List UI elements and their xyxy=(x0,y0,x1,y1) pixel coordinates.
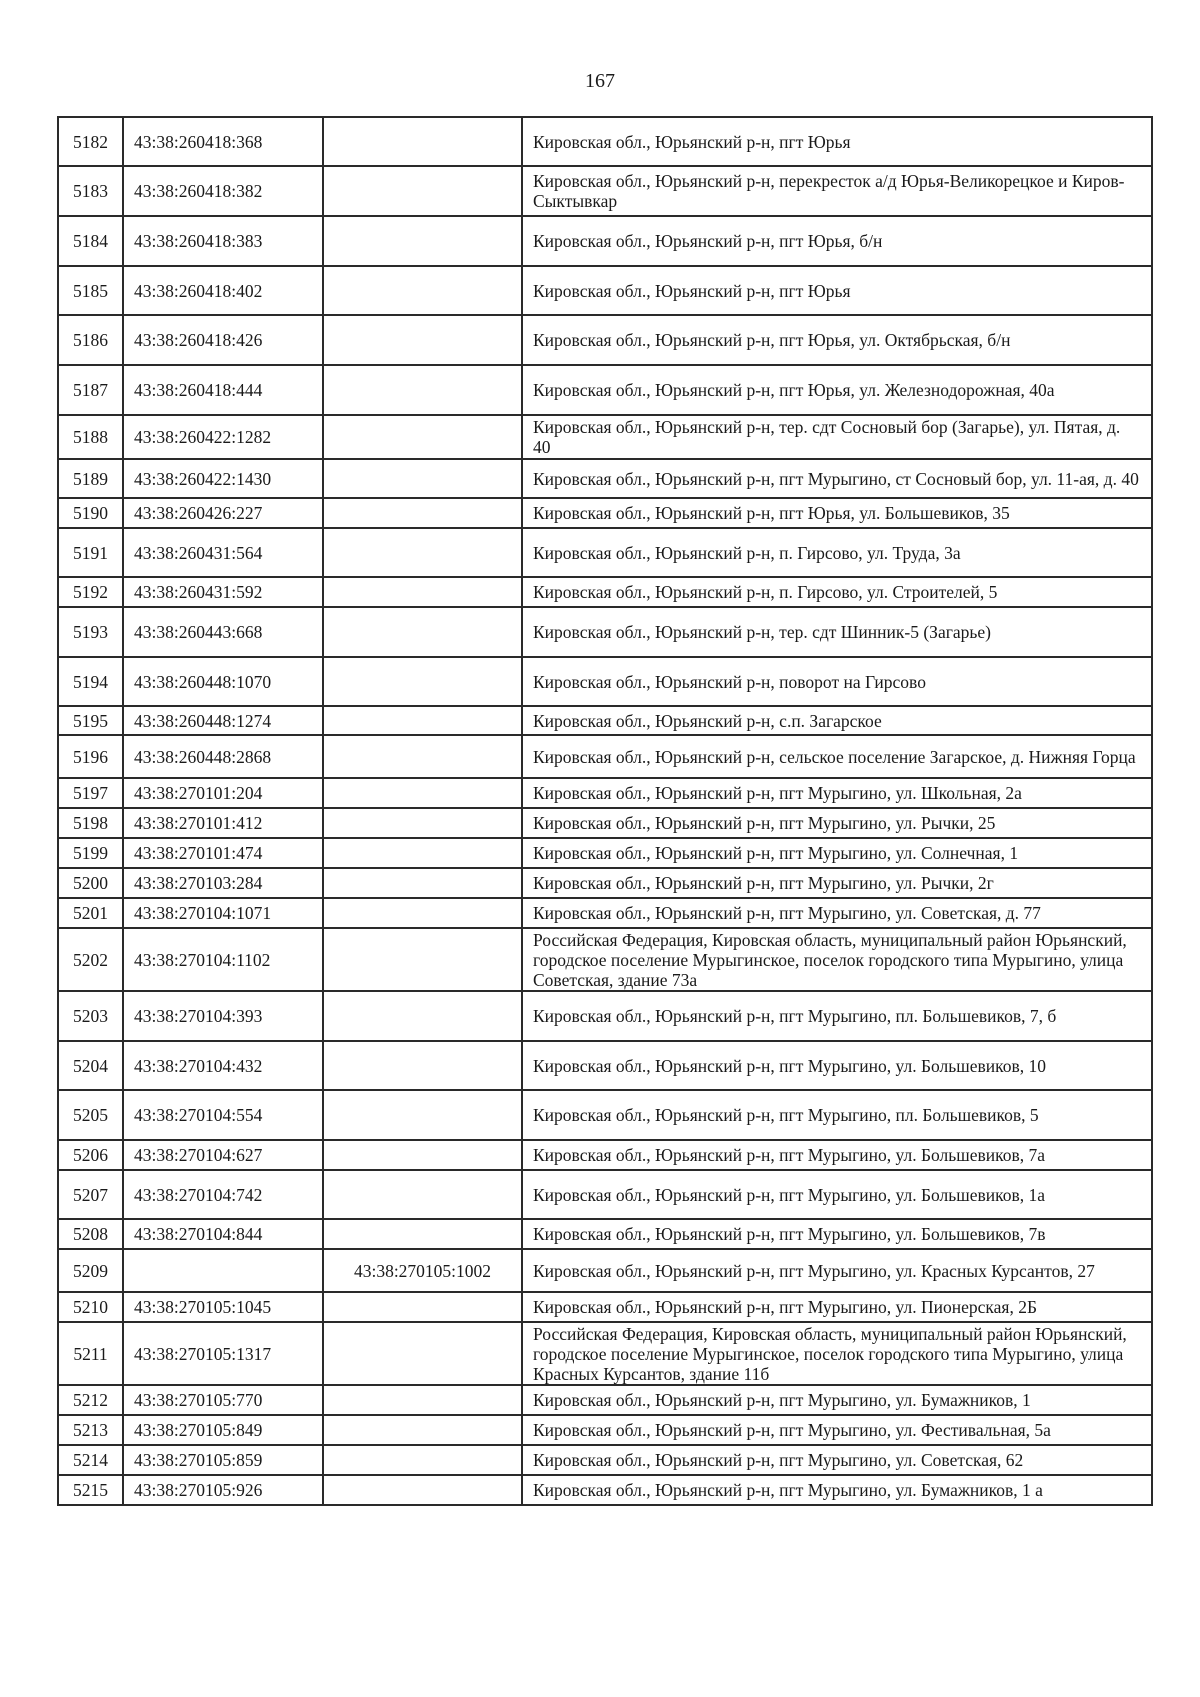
secondary-cadastral-cell: 43:38:270105:1002 xyxy=(323,1249,522,1292)
address-cell: Кировская обл., Юрьянский р-н, пгт Мурыгино, ул. Большевиков, 7а xyxy=(522,1140,1152,1170)
secondary-cadastral-cell xyxy=(323,778,522,808)
secondary-cadastral-cell xyxy=(323,1041,522,1090)
address-cell: Кировская обл., Юрьянский р-н, пгт Мурыгино, ул. Рычки, 25 xyxy=(522,808,1152,838)
secondary-cadastral-cell xyxy=(323,928,522,991)
table-row xyxy=(58,1445,1152,1475)
row-number-cell: 5203 xyxy=(58,991,123,1041)
secondary-cadastral-cell xyxy=(323,808,522,838)
secondary-cadastral-cell xyxy=(323,657,522,706)
row-number-cell: 5211 xyxy=(58,1322,123,1385)
cadastral-number-cell: 43:38:260418:383 xyxy=(123,216,323,266)
secondary-cadastral-cell xyxy=(323,498,522,528)
table-row xyxy=(58,1322,1152,1385)
table-row xyxy=(58,928,1152,991)
secondary-cadastral-cell xyxy=(323,1385,522,1415)
address-cell: Кировская обл., Юрьянский р-н, сельское поселение Загарское, д. Нижняя Горца xyxy=(522,735,1152,778)
table-row xyxy=(58,1415,1152,1445)
secondary-cadastral-cell xyxy=(323,1445,522,1475)
page-number: 167 xyxy=(585,70,615,92)
secondary-cadastral-cell xyxy=(323,365,522,415)
row-number-cell: 5205 xyxy=(58,1090,123,1140)
address-cell: Кировская обл., Юрьянский р-н, пгт Юрья, ул. Железнодорожная, 40а xyxy=(522,365,1152,415)
cadastral-number-cell: 43:38:260448:1070 xyxy=(123,657,323,706)
row-number-cell: 5197 xyxy=(58,778,123,808)
table-row xyxy=(58,1170,1152,1219)
cadastral-number-cell: 43:38:270103:284 xyxy=(123,868,323,898)
address-cell: Кировская обл., Юрьянский р-н, пгт Юрья xyxy=(522,266,1152,315)
cadastral-number-cell: 43:38:270104:1071 xyxy=(123,898,323,928)
table-row xyxy=(58,1385,1152,1415)
table-row xyxy=(58,216,1152,266)
cadastral-number-cell: 43:38:260418:402 xyxy=(123,266,323,315)
cadastral-number-cell: 43:38:260422:1430 xyxy=(123,459,323,498)
address-cell: Российская Федерация, Кировская область, муниципальный район Юрьянский, городское поселение Мурыгинское, поселок городского типа Мурыгино, улица Советская, здание 73а xyxy=(522,928,1152,991)
secondary-cadastral-cell xyxy=(323,315,522,365)
cadastral-number-cell: 43:38:260418:382 xyxy=(123,166,323,216)
row-number-cell: 5213 xyxy=(58,1415,123,1445)
table-row xyxy=(58,898,1152,928)
row-number-cell: 5193 xyxy=(58,607,123,657)
cadastral-number-cell: 43:38:260426:227 xyxy=(123,498,323,528)
row-number-cell: 5209 xyxy=(58,1249,123,1292)
secondary-cadastral-cell xyxy=(323,898,522,928)
address-cell: Кировская обл., Юрьянский р-н, пгт Мурыгино, ул. Бумажников, 1 а xyxy=(522,1475,1152,1505)
address-cell: Кировская обл., Юрьянский р-н, п. Гирсово, ул. Труда, 3а xyxy=(522,528,1152,577)
cadastral-number-cell: 43:38:270104:1102 xyxy=(123,928,323,991)
cadastral-number-cell: 43:38:270104:393 xyxy=(123,991,323,1041)
table-row xyxy=(58,706,1152,735)
row-number-cell: 5188 xyxy=(58,415,123,459)
secondary-cadastral-cell xyxy=(323,991,522,1041)
address-cell: Кировская обл., Юрьянский р-н, тер. сдт Сосновый бор (Загарье), ул. Пятая, д. 40 xyxy=(522,415,1152,459)
secondary-cadastral-cell xyxy=(323,1090,522,1140)
secondary-cadastral-cell xyxy=(323,415,522,459)
row-number-cell: 5186 xyxy=(58,315,123,365)
row-number-cell: 5183 xyxy=(58,166,123,216)
secondary-cadastral-cell xyxy=(323,706,522,735)
secondary-cadastral-cell xyxy=(323,1140,522,1170)
row-number-cell: 5198 xyxy=(58,808,123,838)
cadastral-number-cell: 43:38:270101:204 xyxy=(123,778,323,808)
row-number-cell: 5214 xyxy=(58,1445,123,1475)
address-cell: Кировская обл., Юрьянский р-н, пгт Мурыгино, ул. Солнечная, 1 xyxy=(522,838,1152,868)
cadastral-number-cell xyxy=(123,1249,323,1292)
address-cell: Кировская обл., Юрьянский р-н, с.п. Загарское xyxy=(522,706,1152,735)
cadastral-number-cell: 43:38:260422:1282 xyxy=(123,415,323,459)
cadastral-number-cell: 43:38:260418:444 xyxy=(123,365,323,415)
secondary-cadastral-cell xyxy=(323,1322,522,1385)
address-cell: Кировская обл., Юрьянский р-н, пгт Мурыгино, ул. Большевиков, 10 xyxy=(522,1041,1152,1090)
cadastral-number-cell: 43:38:270105:1045 xyxy=(123,1292,323,1322)
table-row xyxy=(58,838,1152,868)
address-cell: Кировская обл., Юрьянский р-н, пгт Юрья, б/н xyxy=(522,216,1152,266)
cadastral-number-cell: 43:38:270105:770 xyxy=(123,1385,323,1415)
table-row xyxy=(58,868,1152,898)
address-cell: Кировская обл., Юрьянский р-н, пгт Мурыгино, ул. Большевиков, 7в xyxy=(522,1219,1152,1249)
row-number-cell: 5204 xyxy=(58,1041,123,1090)
secondary-cadastral-cell xyxy=(323,166,522,216)
row-number-cell: 5194 xyxy=(58,657,123,706)
address-cell: Кировская обл., Юрьянский р-н, пгт Мурыгино, ул. Фестивальная, 5а xyxy=(522,1415,1152,1445)
secondary-cadastral-cell xyxy=(323,266,522,315)
secondary-cadastral-cell xyxy=(323,1219,522,1249)
cadastral-number-cell: 43:38:270105:1317 xyxy=(123,1322,323,1385)
cadastral-number-cell: 43:38:270105:859 xyxy=(123,1445,323,1475)
address-cell: Кировская обл., Юрьянский р-н, пгт Мурыгино, ул. Советская, 62 xyxy=(522,1445,1152,1475)
row-number-cell: 5182 xyxy=(58,117,123,166)
cadastral-number-cell: 43:38:260448:1274 xyxy=(123,706,323,735)
row-number-cell: 5199 xyxy=(58,838,123,868)
row-number-cell: 5210 xyxy=(58,1292,123,1322)
address-cell: Кировская обл., Юрьянский р-н, пгт Юрья, ул. Большевиков, 35 xyxy=(522,498,1152,528)
table-row xyxy=(58,365,1152,415)
cadastral-number-cell: 43:38:260431:592 xyxy=(123,577,323,607)
table-row xyxy=(58,415,1152,459)
cadastral-number-cell: 43:38:270105:849 xyxy=(123,1415,323,1445)
secondary-cadastral-cell xyxy=(323,838,522,868)
row-number-cell: 5212 xyxy=(58,1385,123,1415)
secondary-cadastral-cell xyxy=(323,607,522,657)
row-number-cell: 5202 xyxy=(58,928,123,991)
address-cell: Кировская обл., Юрьянский р-н, перекресток а/д Юрья-Великорецкое и Киров-Сыктывкар xyxy=(522,166,1152,216)
table-row xyxy=(58,808,1152,838)
row-number-cell: 5201 xyxy=(58,898,123,928)
secondary-cadastral-cell xyxy=(323,216,522,266)
row-number-cell: 5207 xyxy=(58,1170,123,1219)
cadastral-number-cell: 43:38:270104:554 xyxy=(123,1090,323,1140)
table-row xyxy=(58,1475,1152,1505)
row-number-cell: 5208 xyxy=(58,1219,123,1249)
row-number-cell: 5200 xyxy=(58,868,123,898)
table-row xyxy=(58,117,1152,166)
address-cell: Кировская обл., Юрьянский р-н, тер. сдт Шинник-5 (Загарье) xyxy=(522,607,1152,657)
address-cell: Кировская обл., Юрьянский р-н, пгт Мурыгино, пл. Большевиков, 7, б xyxy=(522,991,1152,1041)
table-row xyxy=(58,1140,1152,1170)
secondary-cadastral-cell xyxy=(323,577,522,607)
cadastral-number-cell: 43:38:260443:668 xyxy=(123,607,323,657)
secondary-cadastral-cell xyxy=(323,1475,522,1505)
address-cell: Кировская обл., Юрьянский р-н, пгт Мурыгино, ул. Рычки, 2г xyxy=(522,868,1152,898)
row-number-cell: 5192 xyxy=(58,577,123,607)
address-cell: Кировская обл., Юрьянский р-н, пгт Юрья xyxy=(522,117,1152,166)
row-number-cell: 5190 xyxy=(58,498,123,528)
table-row xyxy=(58,735,1152,778)
table-row xyxy=(58,607,1152,657)
row-number-cell: 5196 xyxy=(58,735,123,778)
table-row xyxy=(58,1292,1152,1322)
secondary-cadastral-cell xyxy=(323,117,522,166)
address-cell: Кировская обл., Юрьянский р-н, п. Гирсово, ул. Строителей, 5 xyxy=(522,577,1152,607)
secondary-cadastral-cell xyxy=(323,1170,522,1219)
row-number-cell: 5189 xyxy=(58,459,123,498)
table-row xyxy=(58,315,1152,365)
table-row xyxy=(58,1041,1152,1090)
cadastral-number-cell: 43:38:260418:426 xyxy=(123,315,323,365)
secondary-cadastral-cell xyxy=(323,1292,522,1322)
row-number-cell: 5185 xyxy=(58,266,123,315)
table-row xyxy=(58,498,1152,528)
table-row xyxy=(58,459,1152,498)
row-number-cell: 5206 xyxy=(58,1140,123,1170)
address-cell: Кировская обл., Юрьянский р-н, пгт Мурыгино, ст Сосновый бор, ул. 11-ая, д. 40 xyxy=(522,459,1152,498)
address-cell: Кировская обл., Юрьянский р-н, поворот на Гирсово xyxy=(522,657,1152,706)
cadastral-number-cell: 43:38:270101:412 xyxy=(123,808,323,838)
table-row xyxy=(58,577,1152,607)
address-cell: Кировская обл., Юрьянский р-н, пгт Мурыгино, ул. Бумажников, 1 xyxy=(522,1385,1152,1415)
table-row xyxy=(58,266,1152,315)
row-number-cell: 5195 xyxy=(58,706,123,735)
secondary-cadastral-cell xyxy=(323,735,522,778)
address-cell: Российская Федерация, Кировская область, муниципальный район Юрьянский, городское поселение Мурыгинское, поселок городского типа Мурыгино, улица Красных Курсантов, здание 11б xyxy=(522,1322,1152,1385)
cadastral-number-cell: 43:38:260431:564 xyxy=(123,528,323,577)
table-row xyxy=(58,1249,1152,1292)
cadastral-number-cell: 43:38:260418:368 xyxy=(123,117,323,166)
row-number-cell: 5191 xyxy=(58,528,123,577)
address-cell: Кировская обл., Юрьянский р-н, пгт Мурыгино, пл. Большевиков, 5 xyxy=(522,1090,1152,1140)
row-number-cell: 5184 xyxy=(58,216,123,266)
address-cell: Кировская обл., Юрьянский р-н, пгт Мурыгино, ул. Советская, д. 77 xyxy=(522,898,1152,928)
registry-table xyxy=(57,116,1153,1506)
address-cell: Кировская обл., Юрьянский р-н, пгт Мурыгино, ул. Красных Курсантов, 27 xyxy=(522,1249,1152,1292)
table-row xyxy=(58,991,1152,1041)
cadastral-number-cell: 43:38:260448:2868 xyxy=(123,735,323,778)
table-row xyxy=(58,166,1152,216)
cadastral-number-cell: 43:38:270104:742 xyxy=(123,1170,323,1219)
table-row xyxy=(58,528,1152,577)
registry-body xyxy=(58,117,1152,1505)
secondary-cadastral-cell xyxy=(323,528,522,577)
cadastral-number-cell: 43:38:270104:844 xyxy=(123,1219,323,1249)
address-cell: Кировская обл., Юрьянский р-н, пгт Мурыгино, ул. Пионерская, 2Б xyxy=(522,1292,1152,1322)
cadastral-number-cell: 43:38:270105:926 xyxy=(123,1475,323,1505)
table-row xyxy=(58,1219,1152,1249)
table-row xyxy=(58,778,1152,808)
row-number-cell: 5187 xyxy=(58,365,123,415)
secondary-cadastral-cell xyxy=(323,459,522,498)
cadastral-number-cell: 43:38:270104:627 xyxy=(123,1140,323,1170)
row-number-cell: 5215 xyxy=(58,1475,123,1505)
address-cell: Кировская обл., Юрьянский р-н, пгт Мурыгино, ул. Большевиков, 1а xyxy=(522,1170,1152,1219)
cadastral-number-cell: 43:38:270104:432 xyxy=(123,1041,323,1090)
secondary-cadastral-cell xyxy=(323,1415,522,1445)
table-row xyxy=(58,657,1152,706)
address-cell: Кировская обл., Юрьянский р-н, пгт Мурыгино, ул. Школьная, 2а xyxy=(522,778,1152,808)
table-row xyxy=(58,1090,1152,1140)
cadastral-number-cell: 43:38:270101:474 xyxy=(123,838,323,868)
address-cell: Кировская обл., Юрьянский р-н, пгт Юрья, ул. Октябрьская, б/н xyxy=(522,315,1152,365)
secondary-cadastral-cell xyxy=(323,868,522,898)
